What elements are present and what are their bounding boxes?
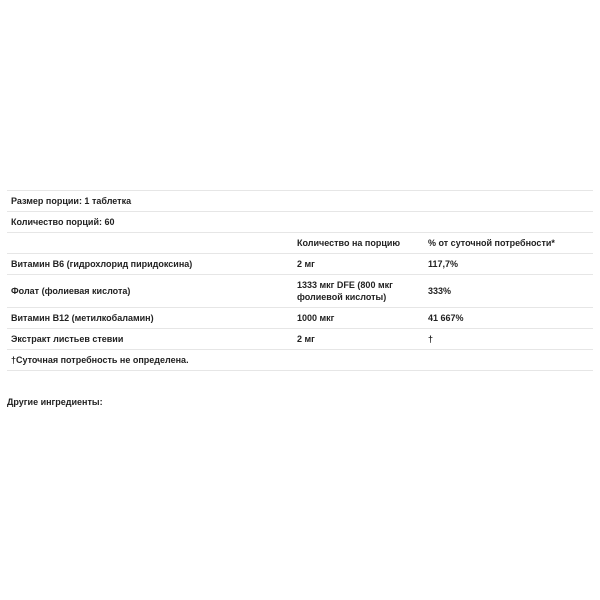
- table-row: [7, 308, 593, 329]
- ingredient-name: Экстракт листьев стевии: [11, 334, 124, 344]
- footnote-row: [7, 350, 593, 371]
- amount-header: Количество на порцию: [297, 238, 401, 248]
- table-row: [7, 254, 593, 275]
- table-row: [7, 329, 593, 350]
- ingredient-amount: 2 мг: [297, 334, 315, 344]
- other-ingredients-heading: Другие ингредиенты:: [7, 397, 103, 407]
- ingredient-amount: 1333 мкг DFE (800 мкг фолиевой кислоты): [297, 280, 393, 302]
- serving-size: Размер порции: 1 таблетка: [11, 196, 132, 206]
- table-row: [7, 275, 593, 308]
- ingredient-name: Витамин B12 (метилкобаламин): [11, 313, 154, 323]
- supplement-facts-table: [7, 190, 593, 371]
- ingredient-dv: 117,7%: [428, 259, 459, 269]
- ingredient-dv: †: [428, 334, 434, 344]
- ingredient-dv: 41 667%: [428, 313, 464, 323]
- serving-size-row: [7, 191, 593, 212]
- servings-count-row: [7, 212, 593, 233]
- table-header: [7, 233, 593, 254]
- ingredient-amount: 1000 мкг: [297, 313, 335, 323]
- footnote: †Суточная потребность не определена.: [11, 355, 189, 365]
- ingredient-amount: 2 мг: [297, 259, 315, 269]
- ingredient-dv: 333%: [428, 286, 452, 296]
- ingredient-name: Фолат (фолиевая кислота): [11, 286, 131, 296]
- ingredient-name: Витамин B6 (гидрохлорид пиридоксина): [11, 259, 193, 269]
- dv-header: % от суточной потребности*: [428, 238, 555, 248]
- servings-count: Количество порций: 60: [11, 217, 115, 227]
